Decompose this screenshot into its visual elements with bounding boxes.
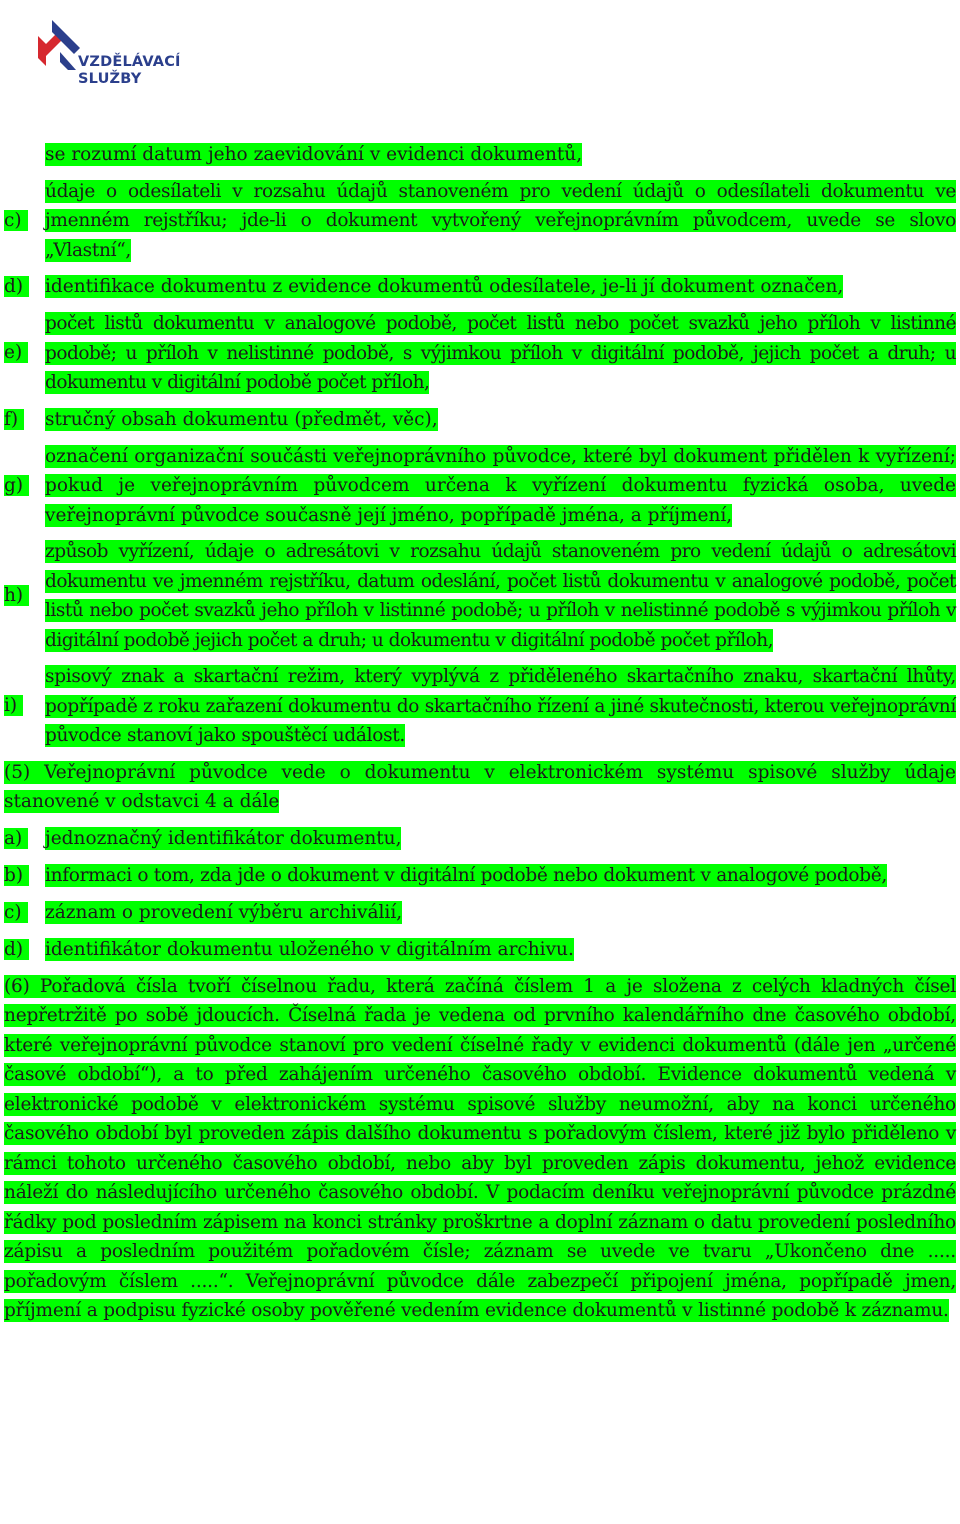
list-item-text: počet listů dokumentu v analogové podobě, počet listů nebo počet svazků jeho příloh v listinné podobě; u příloh v nelistinné podobě, s výjimkou příloh v digitální podobě, jejich počet a druh; u dokumentu v digitální podobě počet příloh, (45, 313, 956, 393)
list-letter: h) (4, 585, 29, 606)
list-letter: d) (4, 939, 29, 960)
lead-text: se rozumí datum jeho zaevidování v evidenci dokumentů, (45, 144, 583, 165)
paragraph-5: (5) Veřejnoprávní původce vede o dokumentu v elektronickém systému spisové služby údaje stanovené v odstavci 4 a dále (4, 761, 956, 812)
logo (36, 14, 186, 92)
list-letter: g) (4, 475, 29, 496)
list-item-text: stručný obsah dokumentu (předmět, věc), (45, 408, 438, 430)
list-item-h (4, 537, 956, 655)
list-letter: c) (4, 210, 28, 231)
list-item-text: záznam o provedení výběru archiválií, (45, 901, 403, 923)
list-letter: a) (4, 828, 28, 849)
list-letter: e) (4, 342, 28, 363)
logo-text-line-1: VZDĚLÁVACÍ (78, 54, 181, 70)
list-item-i (4, 662, 956, 751)
list-letter: b) (4, 865, 29, 886)
list2-item-a (4, 824, 956, 854)
list-letter: d) (4, 276, 29, 297)
list2-item-b (4, 861, 956, 891)
list2-item-c (4, 898, 956, 928)
list-item-c (4, 177, 956, 266)
list-item-text: spisový znak a skartační režim, který vyplývá z přiděleného skartačního znaku, skartační lhůty, popřípadě z roku zařazení dokumentu do skartačního řízení a jiné skutečnosti, kterou veřejnoprávní původce stanoví jako spouštěcí událost. (45, 666, 957, 746)
list-item-text: označení organizační součásti veřejnoprávního původce, které byl dokument přidělen k vyřízení; pokud je veřejnoprávním původcem určena k vyřízení dokumentu fyzická osoba, uvede veřejnoprávní původce současně její jméno, popřípadě jména, a příjmení, (45, 445, 956, 526)
document-body (4, 140, 956, 1333)
list-item-text: jednoznačný identifikátor dokumentu, (45, 827, 402, 849)
list-item-text: identifikátor dokumentu uloženého v digitálním archivu. (45, 938, 574, 960)
list-item-e (4, 309, 956, 398)
logo-text-line-2: SLUŽBY (78, 71, 142, 87)
list-item-g (4, 442, 956, 531)
list-letter: f) (4, 409, 24, 430)
list-letter: c) (4, 902, 28, 923)
paragraph-6: (6) Pořadová čísla tvoří číselnou řadu, která začíná číslem 1 a je složena z celých kladných čísel nepřetržitě po sobě jdoucích. Číselná řada je vedena od prvního kalendářního dne časového období, které veřejnoprávní původce stanoví pro vedení číselné řady v evidenci dokumentů (dále jen „určené časové období“), a to před zahájením určeného časového období. Evidence dokumentů vedená v elektronické podobě v elektronickém systému spisové služby neumožní, aby na konci určeného časového období byl proveden zápis dalšího dokumentu s pořadovým číslem, které již bylo přiděleno v rámci tohoto určeného časového období, nebo aby byl proveden zápis dokumentu, jehož evidence náleží do následujícího určeného časového období. V podacím deníku veřejnoprávní původce prázdné řádky pod posledním zápisem na konci stránky proškrtne a doplní záznam o datu provedení posledního zápisu a posledním použitém pořadovém čísle; záznam se uvede ve tvaru „Ukončeno dne ..... pořadovým číslem .....“. Veřejnoprávní původce dále zabezpečí připojení jména, popřípadě jmen, příjmení a podpisu fyzické osoby pověřené vedením evidence dokumentů v listinné podobě k záznamu. (4, 975, 956, 1321)
list-item-d (4, 272, 956, 302)
list-item-text: údaje o odesílateli v rozsahu údajů stanoveném pro vedení údajů o odesílateli dokumentu ve jmenném rejstříku; jde-li o dokument vytvořený veřejnoprávním původcem, uvede se slovo „Vlastní“, (45, 180, 956, 261)
list-item-text: způsob vyřízení, údaje o adresátovi v rozsahu údajů stanoveném pro vedení údajů o adresátovi dokumentu ve jmenném rejstříku, datum odeslání, počet listů dokumentu v analogové podobě, počet listů nebo počet svazků jeho příloh v listinné podobě; u příloh v nelistinné podobě s výjimkou příloh v digitální podobě jejich počet a druh; u dokumentu v digitální podobě počet příloh, (45, 541, 956, 651)
vzdelavaci-sluzby-logo-mark (36, 14, 84, 74)
list-letter: i) (4, 695, 23, 716)
list-item-text: informaci o tom, zda jde o dokument v digitální podobě nebo dokument v analogové podobě, (45, 864, 888, 886)
list-item-text: identifikace dokumentu z evidence dokumentů odesílatele, je-li jí dokument označen, (45, 276, 844, 298)
list2-item-d (4, 935, 956, 965)
list-item-f (4, 405, 956, 435)
